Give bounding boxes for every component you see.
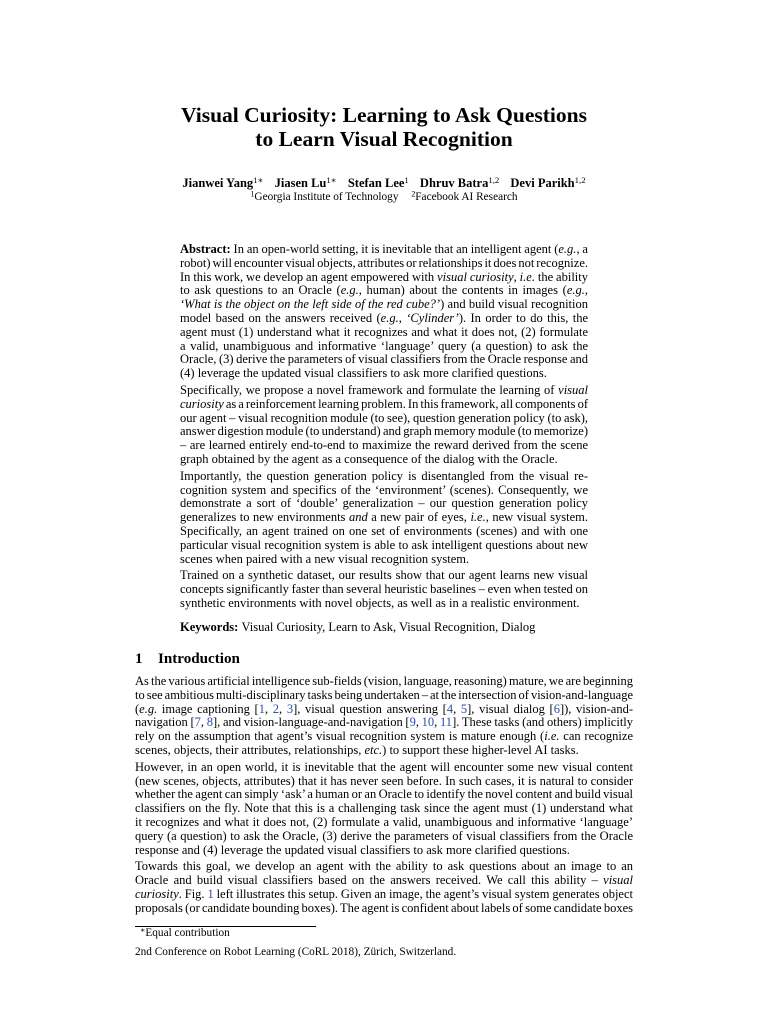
author-list: [0, 176, 768, 190]
italic-text: visual: [558, 382, 588, 397]
body-paragraph: [135, 761, 633, 858]
abstract-paragraph: [180, 243, 588, 381]
italic-text: i.e.: [470, 510, 486, 525]
text-line: [135, 675, 633, 689]
text-run: image captioning [: [157, 701, 259, 716]
author-name: Stefan Lee: [347, 176, 405, 190]
body-paragraph: [135, 860, 633, 915]
text-run: left illustrates this setup. Given an image, the agent’s visual system generates object: [213, 886, 633, 901]
text-run: ,: [434, 715, 441, 730]
text-run: model based on the answers received (: [180, 310, 381, 325]
text-line: [135, 860, 633, 874]
text-line: [180, 553, 588, 567]
text-run: rely on the assumption that agent’s visual recognition system is mature enough (: [135, 729, 545, 744]
text-run: . Fig.: [178, 886, 208, 901]
italic-text: e.g.: [340, 283, 359, 298]
author-name: Jiasen Lu: [274, 176, 327, 190]
text-line: [180, 439, 588, 453]
text-line: [180, 326, 588, 340]
text-run: ,: [279, 701, 287, 716]
author-name: Dhruv Batra: [419, 176, 489, 190]
section-body: [135, 675, 633, 916]
citation-link[interactable]: 11: [440, 715, 453, 730]
italic-text: e.g.: [380, 310, 399, 325]
text-run: ,: [200, 715, 207, 730]
text-line: [180, 539, 588, 553]
text-line: [180, 384, 588, 398]
text-run: our agent – visual recognition module (to see), question generation policy (to ask),: [180, 410, 588, 425]
section-number: 1: [135, 651, 143, 667]
text-run: Oracle and build visual classifiers based on the answers received. We call this ability –: [135, 873, 604, 888]
text-line: [180, 412, 588, 426]
text-line: [180, 284, 588, 298]
text-run: ,: [513, 269, 520, 284]
text-run: Specifically, an agent trained on one set of environments (scenes) and with one: [180, 523, 588, 538]
title-line: Visual Curiosity: Learning to Ask Questions: [181, 103, 587, 127]
author-affiliation-mark: 1,2: [574, 175, 586, 186]
italic-text: curiosity: [180, 396, 224, 411]
text-line: [180, 597, 588, 611]
italic-text: ‘Cylinder’: [406, 310, 459, 325]
title-line: to Learn Visual Recognition: [255, 127, 513, 151]
text-run: as a reinforcement learning problem. In this framework, all components of: [223, 396, 588, 411]
text-line: [135, 874, 633, 888]
text-run: ], visual dialog [: [467, 701, 554, 716]
text-run: classifiers on the fly. Note that this is a challenging task since the agent must (1) understand what: [135, 801, 633, 816]
text-run: In an open-world setting, it is inevitable that an intelligent agent (: [230, 242, 559, 256]
text-run: ) to support these higher-level AI tasks.: [382, 742, 579, 757]
text-line: [135, 802, 633, 816]
text-run: query (a question) to ask the Oracle, (3) derive the parameters of visual classifiers from the Oracle: [135, 828, 633, 843]
italic-text: visual: [603, 873, 633, 888]
abstract-paragraph: [180, 470, 588, 567]
italic-text: ‘What is the object on the left side of the red cube?’: [180, 297, 441, 312]
body-paragraph: [135, 675, 633, 758]
citation-link[interactable]: 10: [421, 715, 435, 730]
text-line: [180, 312, 588, 326]
affiliation-name: Georgia Institute of Technology: [254, 190, 399, 203]
text-run: synthetic environments with novel objects, as well as in a realistic environment.: [180, 595, 580, 610]
citation-link[interactable]: 7: [194, 715, 201, 730]
text-run: to ask questions to an Oracle (: [180, 283, 341, 298]
text-line: [135, 689, 633, 703]
italic-text: curiosity: [135, 886, 179, 901]
author-affiliation-mark: 1∗: [326, 175, 337, 186]
text-run: agent must (1) understand what it recognizes and what it does not, (2) formulate: [180, 324, 588, 339]
text-line: [180, 367, 588, 381]
text-run: ,: [584, 283, 588, 298]
text-run: whether the agent can simply ‘ask’ a human or an Oracle to identify the novel content and build visual: [135, 787, 633, 802]
text-run: can recognize: [559, 729, 633, 744]
citation-link[interactable]: 8: [206, 715, 213, 730]
text-line: [180, 569, 588, 583]
author-affiliation-mark: 1: [404, 175, 409, 186]
italic-text: e.g.: [139, 701, 158, 716]
venue-line: 2nd Conference on Robot Learning (CoRL 2018), Zürich, Switzerland.: [135, 946, 457, 958]
text-line: [135, 716, 633, 730]
author: [275, 176, 337, 190]
text-line: [135, 744, 633, 758]
affiliation-mark: 1: [250, 188, 255, 198]
text-run: ,: [453, 701, 461, 716]
text-run: – are learned entirely end-to-end to maximize the reward derived from the scene: [180, 438, 588, 453]
affiliation: [250, 188, 399, 203]
text-line: [135, 830, 633, 844]
text-run: cognition system and specifics of the ‘environment’ (scenes). Consequently, we: [180, 482, 588, 497]
text-line: [180, 353, 588, 367]
text-run: ], visual question answering [: [293, 701, 447, 716]
text-run: ]), vision-and-: [559, 701, 633, 716]
text-run: answer digestion module (to understand) and graph memory module (to memorize): [180, 424, 588, 439]
italic-text: e.g.: [566, 283, 585, 298]
text-run: to see ambitious multi-disciplinary tasks being undertaken – at the intersection of vision-and-language: [135, 687, 633, 702]
text-line: [180, 398, 588, 412]
footnote-mark: ∗: [140, 925, 146, 935]
text-line: [135, 730, 633, 744]
text-line: [135, 775, 633, 789]
affiliation: [411, 188, 518, 203]
text-line: [180, 298, 588, 312]
text-run: ,: [415, 715, 422, 730]
text-line: [180, 425, 588, 439]
text-run: ). In order to do this, the: [458, 310, 588, 325]
affiliations: [0, 188, 768, 204]
text-run: However, in an open world, it is inevitable that the agent will encounter some new visual content: [135, 759, 633, 774]
italic-text: and: [348, 510, 368, 525]
text-run: proposals (or candidate bounding boxes). The agent is confident about labels of some candidate boxes: [135, 900, 633, 915]
text-line: [135, 788, 633, 802]
text-run: In this work, we develop an agent empowered with: [180, 269, 438, 284]
section-heading: [135, 651, 240, 667]
abstract-paragraph: [180, 569, 588, 610]
keywords: [180, 621, 588, 635]
text-run: (new scenes, objects, attributes) that it has never seen before. In such cases, it is natural to consider: [135, 773, 633, 788]
author-affiliation-mark: 1∗: [253, 175, 264, 186]
italic-text: etc.: [364, 742, 383, 757]
author-affiliation-mark: 1,2: [488, 175, 500, 186]
citation-link[interactable]: 1: [258, 701, 265, 716]
citation-link[interactable]: 3: [286, 701, 294, 716]
text-run: demonstrate a sort of ‘double’ generalization – our question generation policy: [180, 496, 588, 511]
text-line: [135, 703, 633, 717]
text-line: [135, 902, 633, 916]
text-run: ) and build visual recognition: [440, 297, 588, 312]
text-run: ,: [264, 701, 273, 716]
text-run: navigation [: [135, 715, 195, 730]
keywords-text: Visual Curiosity, Learn to Ask, Visual Recognition, Dialog: [241, 620, 536, 634]
text-line: [135, 761, 633, 775]
text-run: (4) leverage the updated visual classifiers to ask more clarified questions.: [180, 366, 547, 381]
citation-link[interactable]: 2: [272, 701, 280, 716]
italic-text: i.e.: [544, 729, 560, 744]
text-run: robot) will encounter visual objects, attributes or relationships it does not recognize.: [180, 255, 588, 270]
author: [348, 176, 409, 190]
text-run: Importantly, the question generation policy is disentangled from the visual re-: [180, 468, 588, 483]
abstract-paragraph: [180, 384, 588, 467]
text-run: Oracle, (3) derive the parameters of visual classifiers from the Oracle response and: [180, 352, 588, 367]
text-line: [180, 497, 588, 511]
text-run: a new pair of eyes,: [367, 510, 471, 525]
author-name: Devi Parikh: [510, 176, 575, 190]
text-line: [180, 257, 588, 271]
italic-text: i.e.: [519, 269, 535, 284]
citation-link[interactable]: 6: [553, 701, 560, 716]
text-run: generalizes to new environments: [180, 510, 349, 525]
text-run: ]. These tasks (and others) implicitly: [452, 715, 634, 730]
text-run: particular visual recognition system is able to ask intelligent questions about new: [180, 537, 588, 552]
text-line: [135, 888, 633, 902]
text-run: Towards this goal, we develop an agent with the ability to ask questions about an image to an: [135, 859, 633, 874]
footnote: [135, 927, 230, 939]
text-run: graph obtained by the agent as a consequence of the dialog with the Oracle.: [180, 451, 558, 466]
text-run: ,: [398, 310, 407, 325]
citation-link[interactable]: 4: [446, 701, 454, 716]
text-run: scenes when paired with a new visual recognition system.: [180, 551, 470, 566]
text-line: [180, 583, 588, 597]
text-line: [180, 243, 588, 257]
italic-text: visual curiosity: [437, 269, 514, 284]
text-line: [180, 511, 588, 525]
text-run: (: [135, 701, 140, 716]
text-run: As the various artificial intelligence sub-fields (vision, language, reasoning) mature, we are beginning: [135, 674, 633, 688]
italic-text: e.g.: [558, 242, 577, 256]
citation-link[interactable]: 1: [207, 886, 214, 901]
text-line: [180, 340, 588, 354]
text-run: Trained on a synthetic dataset, our results show that our agent learns new visual: [180, 568, 588, 583]
paper-title: [0, 103, 768, 151]
text-line: [180, 453, 588, 467]
citation-link[interactable]: 5: [460, 701, 468, 716]
keywords-label: Keywords:: [180, 620, 239, 634]
text-run: the ability: [534, 269, 588, 284]
affiliation-name: Facebook AI Research: [415, 190, 518, 203]
text-run: response and (4) leverage the updated visual classifiers to ask more clarified questions.: [135, 842, 570, 857]
text-run: , a: [576, 242, 588, 256]
text-line: [180, 470, 588, 484]
text-run: , new visual system.: [485, 510, 588, 525]
text-run: ], and vision-language-and-navigation [: [212, 715, 410, 730]
text-line: [180, 525, 588, 539]
abstract: [180, 243, 588, 611]
text-line: [180, 484, 588, 498]
text-run: concepts significantly faster than several heuristic baselines – even when tested on: [180, 582, 588, 597]
text-run: scenes, objects, their attributes, relationships,: [135, 742, 365, 757]
text-run: Specifically, we propose a novel framework and formulate the learning of: [180, 382, 559, 397]
text-run: , human) about the contents in images (: [358, 283, 567, 298]
text-line: [180, 271, 588, 285]
bold-label: Abstract:: [180, 242, 231, 256]
author: [510, 176, 585, 190]
text-line: [135, 816, 633, 830]
footnote-text: Equal contribution: [145, 927, 230, 939]
text-run: it recognizes and what it does not, (2) formulate a valid, unambiguous and informative ‘language’: [135, 814, 633, 829]
author: [420, 176, 499, 190]
text-line: [135, 844, 633, 858]
section-title: Introduction: [158, 651, 240, 667]
author-name: Jianwei Yang: [182, 176, 254, 190]
citation-link[interactable]: 9: [409, 715, 416, 730]
text-run: a valid, unambiguous and informative ‘language’ query (a question) to ask the: [180, 338, 588, 353]
affiliation-mark: 2: [411, 188, 416, 198]
author: [182, 176, 263, 190]
